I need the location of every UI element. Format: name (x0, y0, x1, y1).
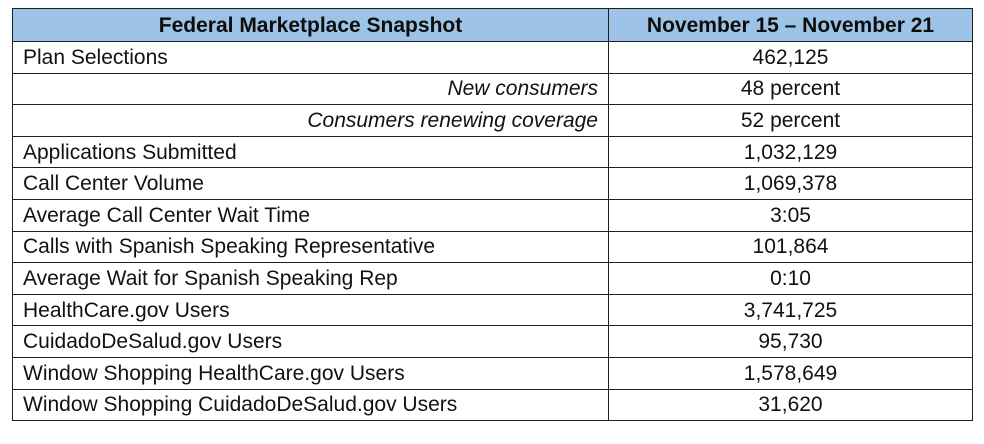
row-label: Window Shopping HealthCare.gov Users (13, 357, 609, 389)
table-body (13, 42, 973, 421)
row-label: Plan Selections (13, 42, 609, 74)
row-label: Calls with Spanish Speaking Representative (13, 231, 609, 263)
table-row (13, 389, 973, 421)
row-label-sub: Consumers renewing coverage (13, 105, 609, 137)
row-value: 95,730 (609, 326, 973, 358)
table-row (13, 326, 973, 358)
row-label: HealthCare.gov Users (13, 294, 609, 326)
header-row (13, 9, 973, 42)
row-label: Call Center Volume (13, 168, 609, 200)
row-label: Average Call Center Wait Time (13, 199, 609, 231)
table-row (13, 105, 973, 137)
table-row (13, 357, 973, 389)
table-row (13, 263, 973, 295)
table-row (13, 73, 973, 105)
row-label: Applications Submitted (13, 136, 609, 168)
row-value: 1,069,378 (609, 168, 973, 200)
marketplace-snapshot-table (12, 8, 973, 421)
header-date-range: November 15 – November 21 (609, 9, 973, 42)
row-value: 1,032,129 (609, 136, 973, 168)
row-value: 52 percent (609, 105, 973, 137)
row-value: 101,864 (609, 231, 973, 263)
row-label: Window Shopping CuidadoDeSalud.gov Users (13, 389, 609, 421)
row-value: 462,125 (609, 42, 973, 74)
table-header (13, 9, 973, 42)
row-value: 1,578,649 (609, 357, 973, 389)
row-value: 48 percent (609, 73, 973, 105)
table-row (13, 294, 973, 326)
table-row (13, 168, 973, 200)
row-label: Average Wait for Spanish Speaking Rep (13, 263, 609, 295)
row-label-sub: New consumers (13, 73, 609, 105)
table-row (13, 136, 973, 168)
row-value: 0:10 (609, 263, 973, 295)
table-row (13, 231, 973, 263)
row-value: 31,620 (609, 389, 973, 421)
header-snapshot-title: Federal Marketplace Snapshot (13, 9, 609, 42)
row-value: 3,741,725 (609, 294, 973, 326)
table-row (13, 42, 973, 74)
row-label: CuidadoDeSalud.gov Users (13, 326, 609, 358)
table-row (13, 199, 973, 231)
row-value: 3:05 (609, 199, 973, 231)
